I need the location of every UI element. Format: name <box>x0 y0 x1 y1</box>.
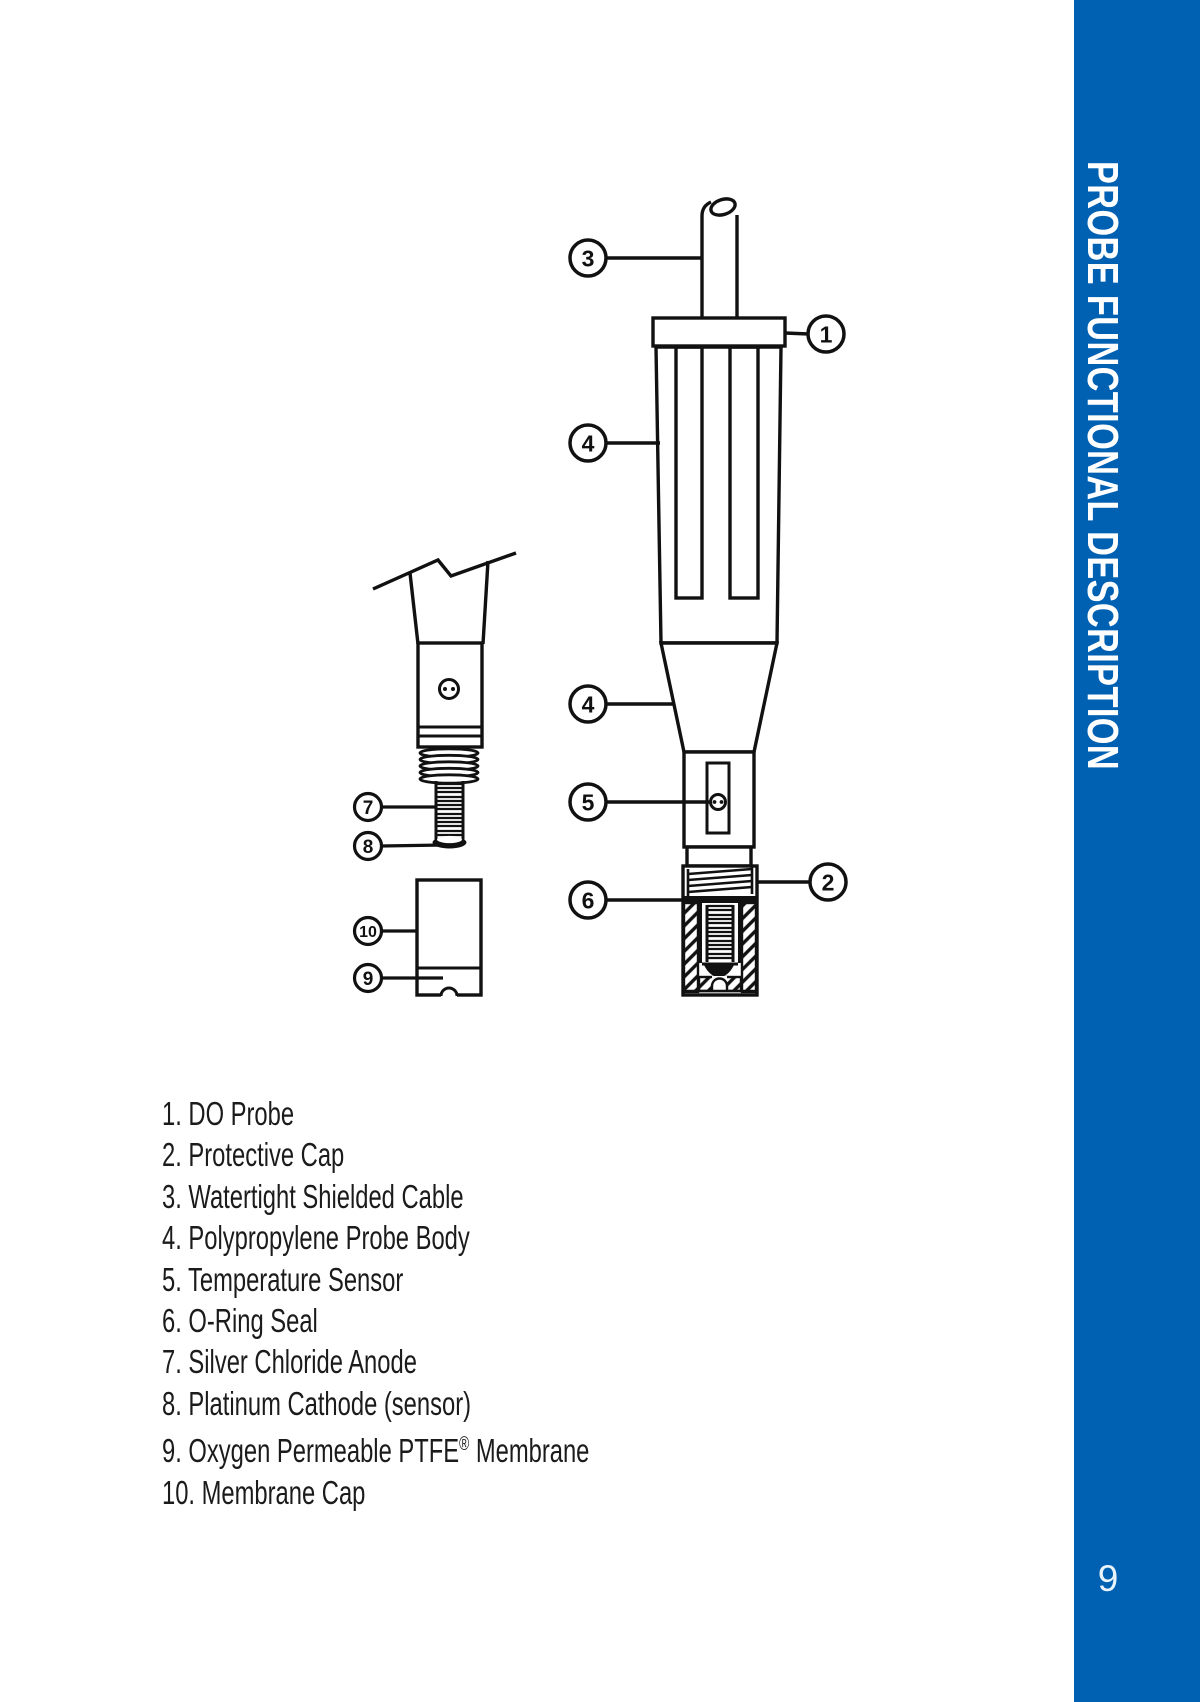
probe-assembled-figure <box>653 196 785 995</box>
callout-2 <box>757 864 846 900</box>
break-line <box>373 553 516 589</box>
svg-text:4: 4 <box>581 691 595 718</box>
mounting-threads <box>420 749 478 783</box>
svg-text:10: 10 <box>359 924 377 941</box>
svg-text:9: 9 <box>362 969 374 990</box>
page-number: 9 <box>1097 1558 1119 1599</box>
legend-item-text: 9. Oxygen Permeable PTFE <box>162 1432 460 1470</box>
svg-text:6: 6 <box>581 887 595 914</box>
legend-item <box>162 1424 589 1471</box>
svg-text:3: 3 <box>581 245 595 272</box>
legend-list <box>162 1093 756 1513</box>
registered-trademark-symbol: ® <box>459 1434 470 1456</box>
callout-7 <box>355 794 437 821</box>
callout-4-upper <box>570 425 660 461</box>
callout-10 <box>355 918 418 945</box>
callout-4-lower <box>570 686 675 722</box>
legend-item-text: 8. Platinum Cathode (sensor) <box>162 1384 472 1422</box>
legend-item <box>162 1341 589 1382</box>
svg-text:2: 2 <box>821 869 835 896</box>
protective-cap-section <box>683 866 757 995</box>
callout-1 <box>785 316 844 352</box>
legend-item <box>162 1259 589 1300</box>
svg-text:1: 1 <box>819 321 833 348</box>
legend-item <box>162 1472 589 1513</box>
legend-item <box>162 1093 589 1134</box>
callout-3 <box>570 240 702 276</box>
legend-item <box>162 1134 589 1175</box>
legend-item-text: 6. O-Ring Seal <box>162 1302 318 1340</box>
legend-item <box>162 1383 589 1424</box>
legend-item <box>162 1300 589 1341</box>
legend-item <box>162 1176 589 1217</box>
legend-item-text: 3. Watertight Shielded Cable <box>162 1177 464 1215</box>
legend-item-text: Membrane <box>469 1432 590 1470</box>
svg-text:5: 5 <box>581 789 595 816</box>
section-title: PROBE FUNCTIONAL DESCRIPTION <box>1078 161 1127 771</box>
legend-item-text: 7. Silver Chloride Anode <box>162 1343 417 1381</box>
svg-text:8: 8 <box>362 837 374 858</box>
legend-item-text: 4. Polypropylene Probe Body <box>162 1219 470 1257</box>
legend-item <box>162 1217 589 1258</box>
legend-item-text: 10. Membrane Cap <box>162 1473 366 1511</box>
legend-item-text: 1. DO Probe <box>162 1095 295 1132</box>
anode-rod <box>436 781 463 841</box>
membrane-cap <box>417 880 481 998</box>
svg-text:7: 7 <box>362 798 374 819</box>
svg-text:4: 4 <box>581 430 595 457</box>
callout-8 <box>355 833 445 860</box>
cable <box>702 196 737 318</box>
callout-6 <box>570 882 683 918</box>
legend-item-text: 2. Protective Cap <box>162 1136 345 1174</box>
legend-item-text: 5. Temperature Sensor <box>162 1260 404 1298</box>
